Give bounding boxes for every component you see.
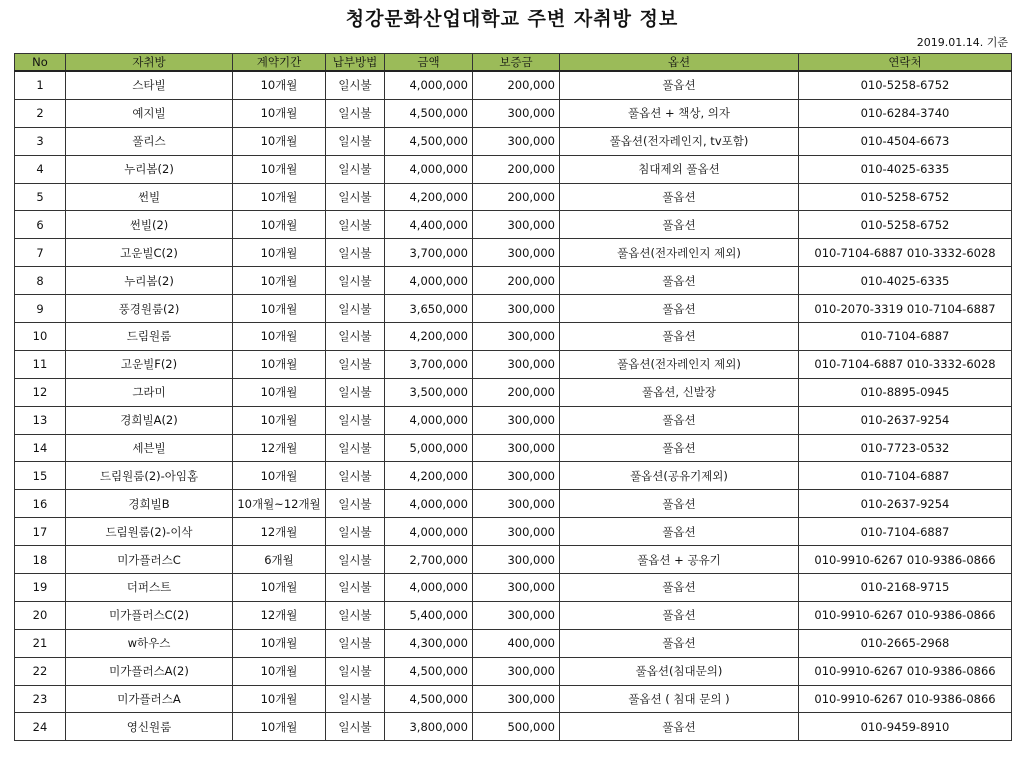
cell-contact: 010-7104-6887 010-3332-6028 xyxy=(799,350,1012,378)
table-row xyxy=(15,267,1012,295)
cell-deposit: 200,000 xyxy=(473,183,560,211)
table-row xyxy=(15,155,1012,183)
cell-options: 침대제외 풀옵션 xyxy=(560,155,799,183)
cell-options: 풀옵션 ( 침대 문의 ) xyxy=(560,685,799,713)
cell-term: 10개월 xyxy=(233,685,326,713)
table-row xyxy=(15,71,1012,99)
cell-price: 3,650,000 xyxy=(385,295,473,323)
cell-price: 2,700,000 xyxy=(385,546,473,574)
cell-contact: 010-9910-6267 010-9386-0866 xyxy=(799,685,1012,713)
table-row xyxy=(15,127,1012,155)
cell-deposit: 300,000 xyxy=(473,546,560,574)
cell-price: 3,800,000 xyxy=(385,713,473,741)
cell-payment: 일시불 xyxy=(326,629,385,657)
cell-no: 11 xyxy=(15,350,66,378)
cell-options: 풀옵션 + 공유기 xyxy=(560,546,799,574)
cell-price: 4,200,000 xyxy=(385,462,473,490)
cell-term: 10개월 xyxy=(233,657,326,685)
cell-payment: 일시불 xyxy=(326,211,385,239)
cell-no: 2 xyxy=(15,99,66,127)
cell-no: 22 xyxy=(15,657,66,685)
cell-room: 미가플러스A(2) xyxy=(66,657,233,685)
table-row xyxy=(15,183,1012,211)
cell-deposit: 300,000 xyxy=(473,601,560,629)
table-row xyxy=(15,629,1012,657)
cell-room: w하우스 xyxy=(66,629,233,657)
cell-contact: 010-7104-6887 xyxy=(799,323,1012,351)
cell-contact: 010-7723-0532 xyxy=(799,434,1012,462)
cell-room: 풍경원룸(2) xyxy=(66,295,233,323)
cell-term: 10개월 xyxy=(233,155,326,183)
cell-term: 10개월 xyxy=(233,574,326,602)
cell-price: 4,000,000 xyxy=(385,490,473,518)
cell-term: 12개월 xyxy=(233,434,326,462)
cell-term: 10개월 xyxy=(233,713,326,741)
cell-payment: 일시불 xyxy=(326,601,385,629)
cell-price: 4,200,000 xyxy=(385,183,473,211)
cell-room: 고운빌C(2) xyxy=(66,239,233,267)
cell-no: 10 xyxy=(15,323,66,351)
cell-term: 10개월 xyxy=(233,267,326,295)
cell-options: 풀옵션(전자레인지 제외) xyxy=(560,350,799,378)
cell-payment: 일시불 xyxy=(326,657,385,685)
cell-no: 20 xyxy=(15,601,66,629)
cell-no: 7 xyxy=(15,239,66,267)
cell-deposit: 400,000 xyxy=(473,629,560,657)
cell-price: 3,700,000 xyxy=(385,239,473,267)
cell-room: 누리봄(2) xyxy=(66,267,233,295)
cell-contact: 010-7104-6887 xyxy=(799,518,1012,546)
cell-price: 4,300,000 xyxy=(385,629,473,657)
cell-contact: 010-9910-6267 010-9386-0866 xyxy=(799,546,1012,574)
cell-deposit: 300,000 xyxy=(473,685,560,713)
table-row xyxy=(15,211,1012,239)
cell-payment: 일시불 xyxy=(326,239,385,267)
cell-no: 18 xyxy=(15,546,66,574)
table-row xyxy=(15,546,1012,574)
cell-price: 5,400,000 xyxy=(385,601,473,629)
cell-contact: 010-2637-9254 xyxy=(799,490,1012,518)
cell-term: 10개월~12개월 xyxy=(233,490,326,518)
cell-payment: 일시불 xyxy=(326,490,385,518)
cell-term: 10개월 xyxy=(233,350,326,378)
cell-options: 풀옵션(전자레인지, tv포함) xyxy=(560,127,799,155)
cell-price: 4,500,000 xyxy=(385,127,473,155)
cell-room: 영신원룸 xyxy=(66,713,233,741)
table-row xyxy=(15,350,1012,378)
cell-options: 풀옵션(침대문의) xyxy=(560,657,799,685)
header-payment: 납부방법 xyxy=(326,54,385,72)
header-row xyxy=(15,54,1012,72)
cell-room: 더퍼스트 xyxy=(66,574,233,602)
cell-options: 풀옵션 xyxy=(560,713,799,741)
cell-deposit: 200,000 xyxy=(473,71,560,99)
cell-payment: 일시불 xyxy=(326,99,385,127)
table-row xyxy=(15,434,1012,462)
cell-contact: 010-2665-2968 xyxy=(799,629,1012,657)
cell-no: 15 xyxy=(15,462,66,490)
cell-room: 고운빌F(2) xyxy=(66,350,233,378)
cell-price: 3,700,000 xyxy=(385,350,473,378)
cell-payment: 일시불 xyxy=(326,713,385,741)
header-no: No xyxy=(15,54,66,72)
cell-payment: 일시불 xyxy=(326,518,385,546)
table-row xyxy=(15,685,1012,713)
cell-deposit: 200,000 xyxy=(473,155,560,183)
cell-deposit: 300,000 xyxy=(473,350,560,378)
table-row xyxy=(15,295,1012,323)
cell-contact: 010-6284-3740 xyxy=(799,99,1012,127)
cell-deposit: 300,000 xyxy=(473,406,560,434)
cell-options: 풀옵션 xyxy=(560,518,799,546)
cell-term: 10개월 xyxy=(233,239,326,267)
table-row xyxy=(15,378,1012,406)
table-row xyxy=(15,239,1012,267)
date-label: 2019.01.14. 기준 xyxy=(916,36,1008,49)
cell-payment: 일시불 xyxy=(326,267,385,295)
cell-no: 17 xyxy=(15,518,66,546)
cell-no: 3 xyxy=(15,127,66,155)
cell-contact: 010-5258-6752 xyxy=(799,211,1012,239)
header-room: 자취방 xyxy=(66,54,233,72)
cell-options: 풀옵션(공유기제외) xyxy=(560,462,799,490)
cell-deposit: 200,000 xyxy=(473,378,560,406)
cell-price: 4,500,000 xyxy=(385,657,473,685)
cell-no: 13 xyxy=(15,406,66,434)
cell-payment: 일시불 xyxy=(326,350,385,378)
housing-table xyxy=(14,53,1012,741)
cell-room: 미가플러스C xyxy=(66,546,233,574)
cell-contact: 010-5258-6752 xyxy=(799,71,1012,99)
cell-payment: 일시불 xyxy=(326,295,385,323)
cell-price: 4,000,000 xyxy=(385,71,473,99)
cell-term: 12개월 xyxy=(233,601,326,629)
cell-price: 4,500,000 xyxy=(385,685,473,713)
cell-no: 24 xyxy=(15,713,66,741)
cell-contact: 010-7104-6887 010-3332-6028 xyxy=(799,239,1012,267)
header-contact: 연락처 xyxy=(799,54,1012,72)
cell-no: 16 xyxy=(15,490,66,518)
cell-payment: 일시불 xyxy=(326,546,385,574)
cell-no: 21 xyxy=(15,629,66,657)
cell-no: 14 xyxy=(15,434,66,462)
cell-payment: 일시불 xyxy=(326,155,385,183)
cell-options: 풀옵션 xyxy=(560,601,799,629)
cell-options: 풀옵션, 신발장 xyxy=(560,378,799,406)
cell-contact: 010-9910-6267 010-9386-0866 xyxy=(799,601,1012,629)
table-row xyxy=(15,323,1012,351)
cell-payment: 일시불 xyxy=(326,406,385,434)
cell-term: 10개월 xyxy=(233,406,326,434)
cell-term: 12개월 xyxy=(233,518,326,546)
cell-payment: 일시불 xyxy=(326,323,385,351)
table-row xyxy=(15,601,1012,629)
cell-price: 4,000,000 xyxy=(385,155,473,183)
cell-deposit: 300,000 xyxy=(473,323,560,351)
cell-deposit: 300,000 xyxy=(473,518,560,546)
cell-deposit: 300,000 xyxy=(473,490,560,518)
cell-options: 풀옵션 xyxy=(560,490,799,518)
header-price: 금액 xyxy=(385,54,473,72)
cell-term: 10개월 xyxy=(233,127,326,155)
header-term: 계약기간 xyxy=(233,54,326,72)
cell-deposit: 300,000 xyxy=(473,239,560,267)
cell-contact: 010-2168-9715 xyxy=(799,574,1012,602)
cell-no: 12 xyxy=(15,378,66,406)
cell-room: 썬빌 xyxy=(66,183,233,211)
cell-options: 풀옵션 xyxy=(560,211,799,239)
cell-room: 세븐빌 xyxy=(66,434,233,462)
cell-contact: 010-8895-0945 xyxy=(799,378,1012,406)
cell-price: 5,000,000 xyxy=(385,434,473,462)
cell-term: 10개월 xyxy=(233,183,326,211)
cell-room: 예지빌 xyxy=(66,99,233,127)
cell-payment: 일시불 xyxy=(326,462,385,490)
cell-no: 19 xyxy=(15,574,66,602)
cell-contact: 010-9910-6267 010-9386-0866 xyxy=(799,657,1012,685)
cell-no: 1 xyxy=(15,71,66,99)
cell-options: 풀옵션 xyxy=(560,434,799,462)
cell-price: 4,000,000 xyxy=(385,267,473,295)
cell-payment: 일시불 xyxy=(326,685,385,713)
cell-term: 6개월 xyxy=(233,546,326,574)
cell-contact: 010-4504-6673 xyxy=(799,127,1012,155)
cell-term: 10개월 xyxy=(233,378,326,406)
cell-deposit: 300,000 xyxy=(473,657,560,685)
cell-no: 8 xyxy=(15,267,66,295)
cell-price: 4,500,000 xyxy=(385,99,473,127)
cell-contact: 010-2637-9254 xyxy=(799,406,1012,434)
cell-payment: 일시불 xyxy=(326,434,385,462)
cell-deposit: 300,000 xyxy=(473,434,560,462)
cell-payment: 일시불 xyxy=(326,71,385,99)
cell-room: 드림원룸(2)-이삭 xyxy=(66,518,233,546)
cell-payment: 일시불 xyxy=(326,127,385,155)
table-row xyxy=(15,518,1012,546)
cell-no: 6 xyxy=(15,211,66,239)
cell-no: 4 xyxy=(15,155,66,183)
table-row xyxy=(15,406,1012,434)
cell-room: 경희빌A(2) xyxy=(66,406,233,434)
cell-price: 3,500,000 xyxy=(385,378,473,406)
cell-price: 4,400,000 xyxy=(385,211,473,239)
cell-deposit: 300,000 xyxy=(473,127,560,155)
cell-contact: 010-7104-6887 xyxy=(799,462,1012,490)
cell-options: 풀옵션 xyxy=(560,267,799,295)
cell-deposit: 500,000 xyxy=(473,713,560,741)
cell-deposit: 300,000 xyxy=(473,574,560,602)
cell-no: 23 xyxy=(15,685,66,713)
cell-contact: 010-4025-6335 xyxy=(799,267,1012,295)
cell-room: 그라미 xyxy=(66,378,233,406)
cell-options: 풀옵션 xyxy=(560,323,799,351)
cell-no: 9 xyxy=(15,295,66,323)
cell-contact: 010-4025-6335 xyxy=(799,155,1012,183)
cell-deposit: 300,000 xyxy=(473,462,560,490)
page-title: 청강문화산업대학교 주변 자취방 정보 xyxy=(345,8,679,30)
cell-price: 4,000,000 xyxy=(385,518,473,546)
cell-options: 풀옵션 xyxy=(560,574,799,602)
cell-term: 10개월 xyxy=(233,211,326,239)
table-row xyxy=(15,713,1012,741)
cell-term: 10개월 xyxy=(233,323,326,351)
header-options: 옵션 xyxy=(560,54,799,72)
cell-deposit: 200,000 xyxy=(473,267,560,295)
cell-deposit: 300,000 xyxy=(473,295,560,323)
cell-contact: 010-5258-6752 xyxy=(799,183,1012,211)
cell-room: 경희빌B xyxy=(66,490,233,518)
cell-payment: 일시불 xyxy=(326,378,385,406)
cell-room: 누리봄(2) xyxy=(66,155,233,183)
cell-room: 미가플러스C(2) xyxy=(66,601,233,629)
cell-room: 풀리스 xyxy=(66,127,233,155)
table-row xyxy=(15,99,1012,127)
cell-options: 풀옵션 xyxy=(560,71,799,99)
cell-room: 썬빌(2) xyxy=(66,211,233,239)
table-row xyxy=(15,490,1012,518)
cell-options: 풀옵션(전자레인지 제외) xyxy=(560,239,799,267)
cell-deposit: 300,000 xyxy=(473,99,560,127)
cell-price: 4,000,000 xyxy=(385,406,473,434)
header-deposit: 보증금 xyxy=(473,54,560,72)
cell-payment: 일시불 xyxy=(326,574,385,602)
table-row xyxy=(15,462,1012,490)
cell-room: 드림원룸(2)-아임홈 xyxy=(66,462,233,490)
cell-options: 풀옵션 + 책상, 의자 xyxy=(560,99,799,127)
cell-contact: 010-9459-8910 xyxy=(799,713,1012,741)
cell-term: 10개월 xyxy=(233,629,326,657)
cell-price: 4,200,000 xyxy=(385,323,473,351)
cell-term: 10개월 xyxy=(233,462,326,490)
cell-term: 10개월 xyxy=(233,99,326,127)
cell-price: 4,000,000 xyxy=(385,574,473,602)
cell-contact: 010-2070-3319 010-7104-6887 xyxy=(799,295,1012,323)
cell-options: 풀옵션 xyxy=(560,629,799,657)
cell-options: 풀옵션 xyxy=(560,183,799,211)
cell-options: 풀옵션 xyxy=(560,295,799,323)
cell-payment: 일시불 xyxy=(326,183,385,211)
cell-room: 드림원룸 xyxy=(66,323,233,351)
table-row xyxy=(15,574,1012,602)
cell-options: 풀옵션 xyxy=(560,406,799,434)
cell-room: 스타빌 xyxy=(66,71,233,99)
cell-room: 미가플러스A xyxy=(66,685,233,713)
table-row xyxy=(15,657,1012,685)
cell-no: 5 xyxy=(15,183,66,211)
cell-deposit: 300,000 xyxy=(473,211,560,239)
cell-term: 10개월 xyxy=(233,295,326,323)
cell-term: 10개월 xyxy=(233,71,326,99)
